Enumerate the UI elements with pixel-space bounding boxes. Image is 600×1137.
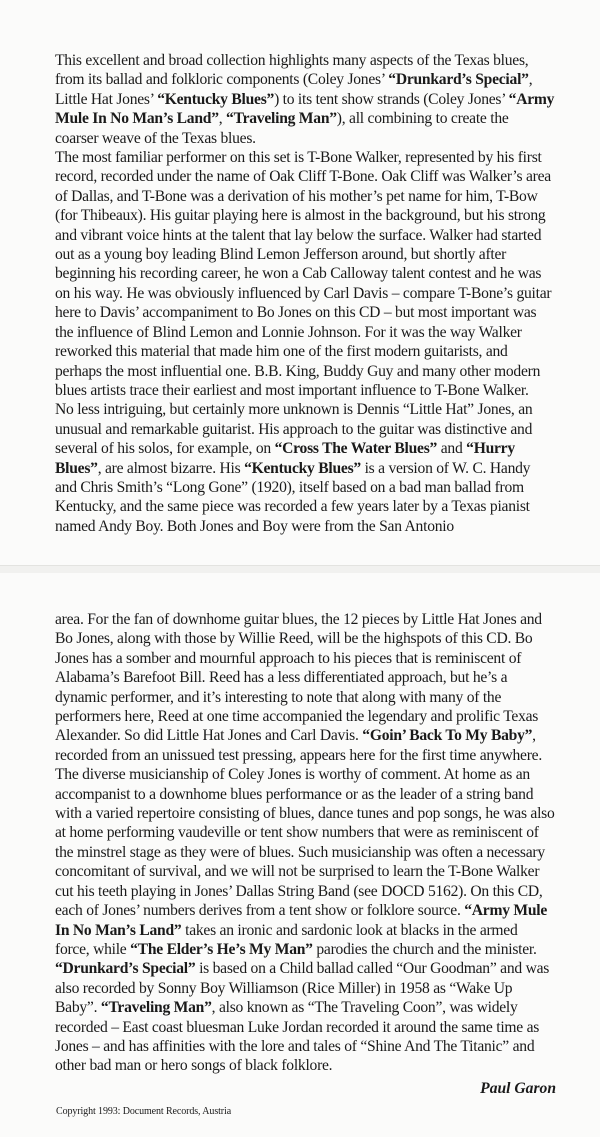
- text-run: This excellent and broad collection highlights many aspects of the Texas blues, from its ballad and folkloric components (Coley Jones’: [55, 52, 529, 89]
- text-run: ), all combining to create the coarser weave of the Texas blues.: [55, 110, 509, 147]
- text-run: , recorded from an unissued test pressing, appears here for the first time anywhere.: [55, 727, 542, 764]
- text-run: is based on a Child ballad called “Our Goodman” and was also recorded by Sonny Boy Williamson (Rice Miller) in 1958 as “Wake Up Baby”.: [55, 960, 550, 1017]
- copyright-notice: Copyright 1993: Document Records, Austria: [56, 1106, 232, 1117]
- text-run: , are almost bizarre. His: [97, 459, 245, 477]
- text-run: takes an ironic and sardonic look at blacks in the armed force, while: [55, 921, 518, 958]
- text-run: The most familiar performer on this set is T-Bone Walker, represented by his first record, recorded under the name of Oak Cliff T-Bone. Oak Cliff was Walker’s area of Dallas, and T-Bone was a derivation of his mother’s pet name for him, T-Bow (for Thibeaux). His guitar playing here is almost in the background, but his strong and vibrant voice hints at the talent that lay below the surface. Walker had started out as a young boy leading Blind Lemon Jefferson around, but shortly after beginning his recording career, he won a Cab Calloway talent contest and he was on his way. He was obviously influenced by Carl Davis – compare T-Bone’s guitar here to Davis’ accompaniment to Bo Jones on this CD – but most important was the influence of Blind Lemon and Lonnie Johnson. For it was the way Walker reworked this material that made him one of the first modern guitarists, and perhaps the most influential one. B.B. King, Buddy Guy and many other modern blues artists trace their earliest and most important influence to T-Bone Walker.: [55, 149, 552, 399]
- paragraph: [55, 400, 555, 536]
- song-title: “Goin’ Back To My Baby”: [362, 727, 533, 745]
- paragraph: [55, 51, 555, 148]
- song-title: “Kentucky Blues”: [157, 90, 275, 108]
- liner-notes-page-2: [55, 610, 555, 1076]
- song-title: “Cross The Water Blues”: [274, 440, 438, 458]
- song-title: “Army Mule In No Man’s Land”: [55, 90, 555, 128]
- text-run: ,: [218, 110, 227, 128]
- text-run: , Little Hat Jones’: [55, 71, 533, 108]
- song-title: “Hurry Blues”: [55, 440, 515, 477]
- text-run: parodies the church and the minister.: [312, 940, 537, 958]
- text-run: and: [437, 440, 467, 458]
- paragraph: [55, 148, 555, 400]
- song-title: “Kentucky Blues”: [244, 459, 361, 477]
- liner-notes-page-1: [55, 51, 555, 536]
- text-run: ) to its tent show strands (Coley Jones’: [274, 90, 509, 108]
- paragraph: [55, 610, 555, 765]
- song-title: “Traveling Man”: [100, 999, 212, 1017]
- author-signature: Paul Garon: [480, 1080, 556, 1097]
- song-title: “The Elder’s He’s My Man”: [130, 940, 313, 958]
- song-title: “Drunkard’s Special”: [388, 71, 529, 89]
- text-run: No less intriguing, but certainly more unknown is Dennis “Little Hat” Jones, an unusual and remarkable guitarist. His approach to the guitar was distinctive and several of his solos, for example, on: [55, 401, 533, 458]
- song-title: “Traveling Man”: [226, 110, 337, 128]
- song-title: “Army Mule In No Man’s Land”: [55, 902, 548, 939]
- song-title: “Drunkard’s Special”: [55, 960, 196, 978]
- text-run: , also known as “The Traveling Coon”, was widely recorded – East coast bluesman Luke Jordan recorded it around the same time as Jones – and has affinities with the lore and tales of “Shine And The Titanic” and other bad man or hero songs of black folklore.: [55, 999, 540, 1075]
- text-run: area. For the fan of downhome guitar blues, the 12 pieces by Little Hat Jones and Bo Jones, along with those by Willie Reed, will be the highspots of this CD. Bo Jones has a somber and mournful approach to his pieces that is reminiscent of Alabama’s Barefoot Bill. Reed has a less differentiated approach, but he’s a dynamic performer, and it’s interesting to note that along with many of the performers here, Reed at one time accompanied the legendary and prolific Texas Alexander. So did Little Hat Jones and Carl Davis.: [55, 611, 542, 745]
- text-run: The diverse musicianship of Coley Jones is worthy of comment. At home as an accompanist to a downhome blues performance or as the leader of a string band with a varied repertoire consisting of blues, dance tunes and pop songs, he was also at home performing vaudeville or tent show numbers that were as reminiscent of the minstrel stage as they were of blues. Such musicianship was often a necessary concomitant of survival, and we will not be surprised to learn the T-Bone Walker cut his teeth playing in Jones’ Dallas String Band (see DOCD 5162). On this CD, each of Jones’ numbers derives from a tent show or folklore source.: [55, 766, 555, 920]
- text-run: is a version of W. C. Handy and Chris Smith’s “Long Gone” (1920), itself based on a bad man ballad from Kentucky, and the same piece was recorded a few years later by a Texas pianist named Andy Boy. Both Jones and Boy were from the San Antonio: [55, 459, 531, 535]
- paragraph: [55, 765, 555, 1076]
